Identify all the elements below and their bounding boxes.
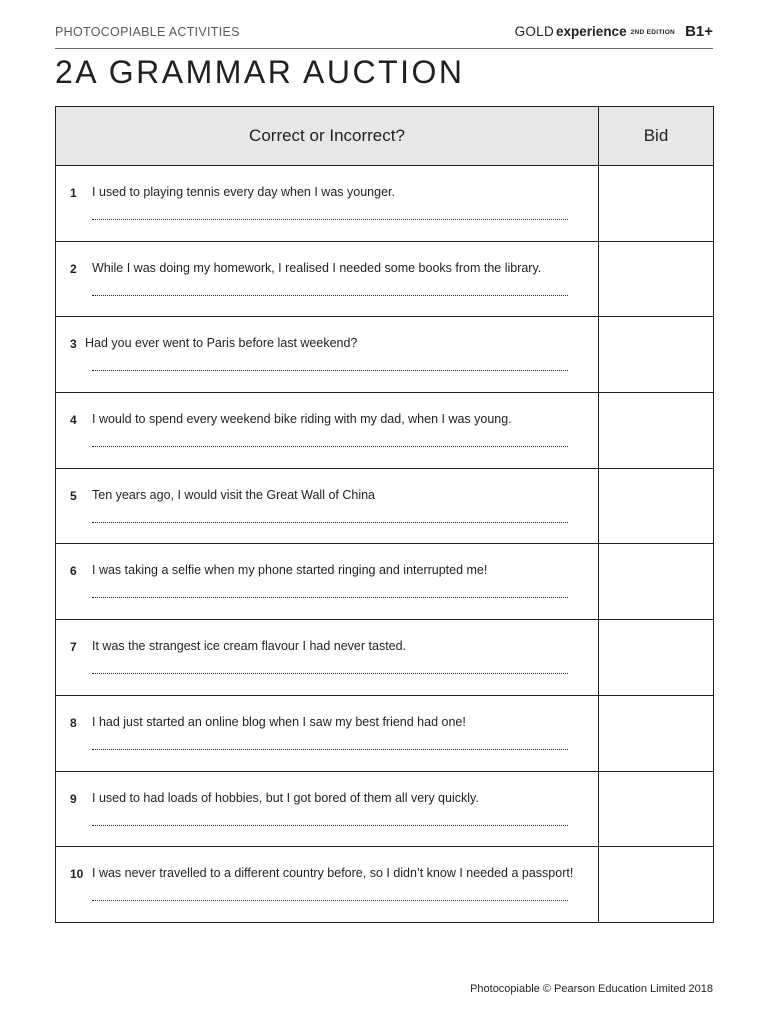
bid-cell[interactable]	[599, 847, 714, 923]
answer-line[interactable]	[92, 900, 568, 901]
statement-cell	[56, 695, 599, 771]
bid-cell[interactable]	[599, 393, 714, 469]
bid-cell[interactable]	[599, 771, 714, 847]
question-text: I used to had loads of hobbies, but I got bored of them all very quickly.	[92, 790, 479, 805]
question-text: While I was doing my homework, I realised I needed some books from the library.	[92, 260, 542, 275]
table-row	[56, 847, 714, 923]
bid-cell[interactable]	[599, 620, 714, 696]
section-label: PHOTOCOPIABLE ACTIVITIES	[55, 25, 240, 39]
auction-table	[55, 106, 714, 923]
brand-edition: 2ND EDITION	[630, 29, 676, 36]
bid-cell[interactable]	[599, 241, 714, 317]
table-row	[56, 317, 714, 393]
table-row	[56, 620, 714, 696]
table-row	[56, 468, 714, 544]
statement-cell	[56, 544, 599, 620]
question-number: 7	[70, 640, 77, 655]
question-text: Had you ever went to Paris before last weekend?	[85, 336, 358, 351]
page-header	[55, 22, 713, 49]
answer-line[interactable]	[92, 673, 568, 674]
question-number: 2	[70, 261, 77, 276]
statement-cell	[56, 317, 599, 393]
question-number: 3	[70, 337, 77, 352]
bid-cell[interactable]	[599, 166, 714, 242]
bid-cell[interactable]	[599, 544, 714, 620]
answer-line[interactable]	[92, 446, 568, 447]
table-row	[56, 166, 714, 242]
question-text: I would to spend every weekend bike riding with my dad, when I was young.	[92, 412, 512, 427]
question-number: 6	[70, 564, 77, 579]
table-row	[56, 544, 714, 620]
question-text: I was never travelled to a different country before, so I didn’t know I needed a passport!	[92, 866, 574, 881]
question-number: 10	[70, 867, 84, 882]
answer-line[interactable]	[92, 522, 568, 523]
brand-experience: experience	[556, 24, 627, 39]
statement-cell	[56, 468, 599, 544]
level-badge: B1+	[685, 23, 713, 40]
answer-line[interactable]	[92, 825, 568, 826]
question-number: 9	[70, 791, 77, 806]
brand-logo	[515, 23, 713, 41]
question-text: I used to playing tennis every day when I was younger.	[92, 185, 395, 199]
question-number: 1	[70, 186, 77, 200]
table-row	[56, 393, 714, 469]
table-row	[56, 241, 714, 317]
answer-line[interactable]	[92, 597, 568, 598]
table-header-row	[56, 107, 714, 166]
bid-cell[interactable]	[599, 468, 714, 544]
brand-gold: GOLD	[514, 24, 555, 39]
question-number: 5	[70, 488, 77, 503]
answer-line[interactable]	[92, 295, 568, 296]
question-text: Ten years ago, I would visit the Great Wall of China	[92, 487, 376, 502]
question-number: 8	[70, 715, 77, 730]
bid-cell[interactable]	[599, 695, 714, 771]
answer-line[interactable]	[92, 370, 568, 371]
table-row	[56, 695, 714, 771]
table-row	[56, 771, 714, 847]
answer-line[interactable]	[92, 749, 568, 750]
statement-cell	[56, 771, 599, 847]
page-title: 2A GRAMMAR AUCTION	[55, 54, 465, 90]
bid-cell[interactable]	[599, 317, 714, 393]
answer-line[interactable]	[92, 219, 568, 220]
statement-cell	[56, 241, 599, 317]
statement-cell	[56, 166, 599, 242]
bid-column-header: Bid	[599, 107, 714, 166]
question-text: I had just started an online blog when I saw my best friend had one!	[92, 714, 466, 729]
question-text: It was the strangest ice cream flavour I had never tasted.	[92, 639, 407, 654]
statement-cell	[56, 393, 599, 469]
question-text: I was taking a selfie when my phone started ringing and interrupted me!	[92, 563, 488, 578]
question-number: 4	[70, 413, 77, 428]
statement-cell	[56, 620, 599, 696]
statement-column-header: Correct or Incorrect?	[56, 107, 599, 166]
statement-cell	[56, 847, 599, 923]
copyright-footer: Photocopiable © Pearson Education Limited 2018	[470, 983, 713, 995]
